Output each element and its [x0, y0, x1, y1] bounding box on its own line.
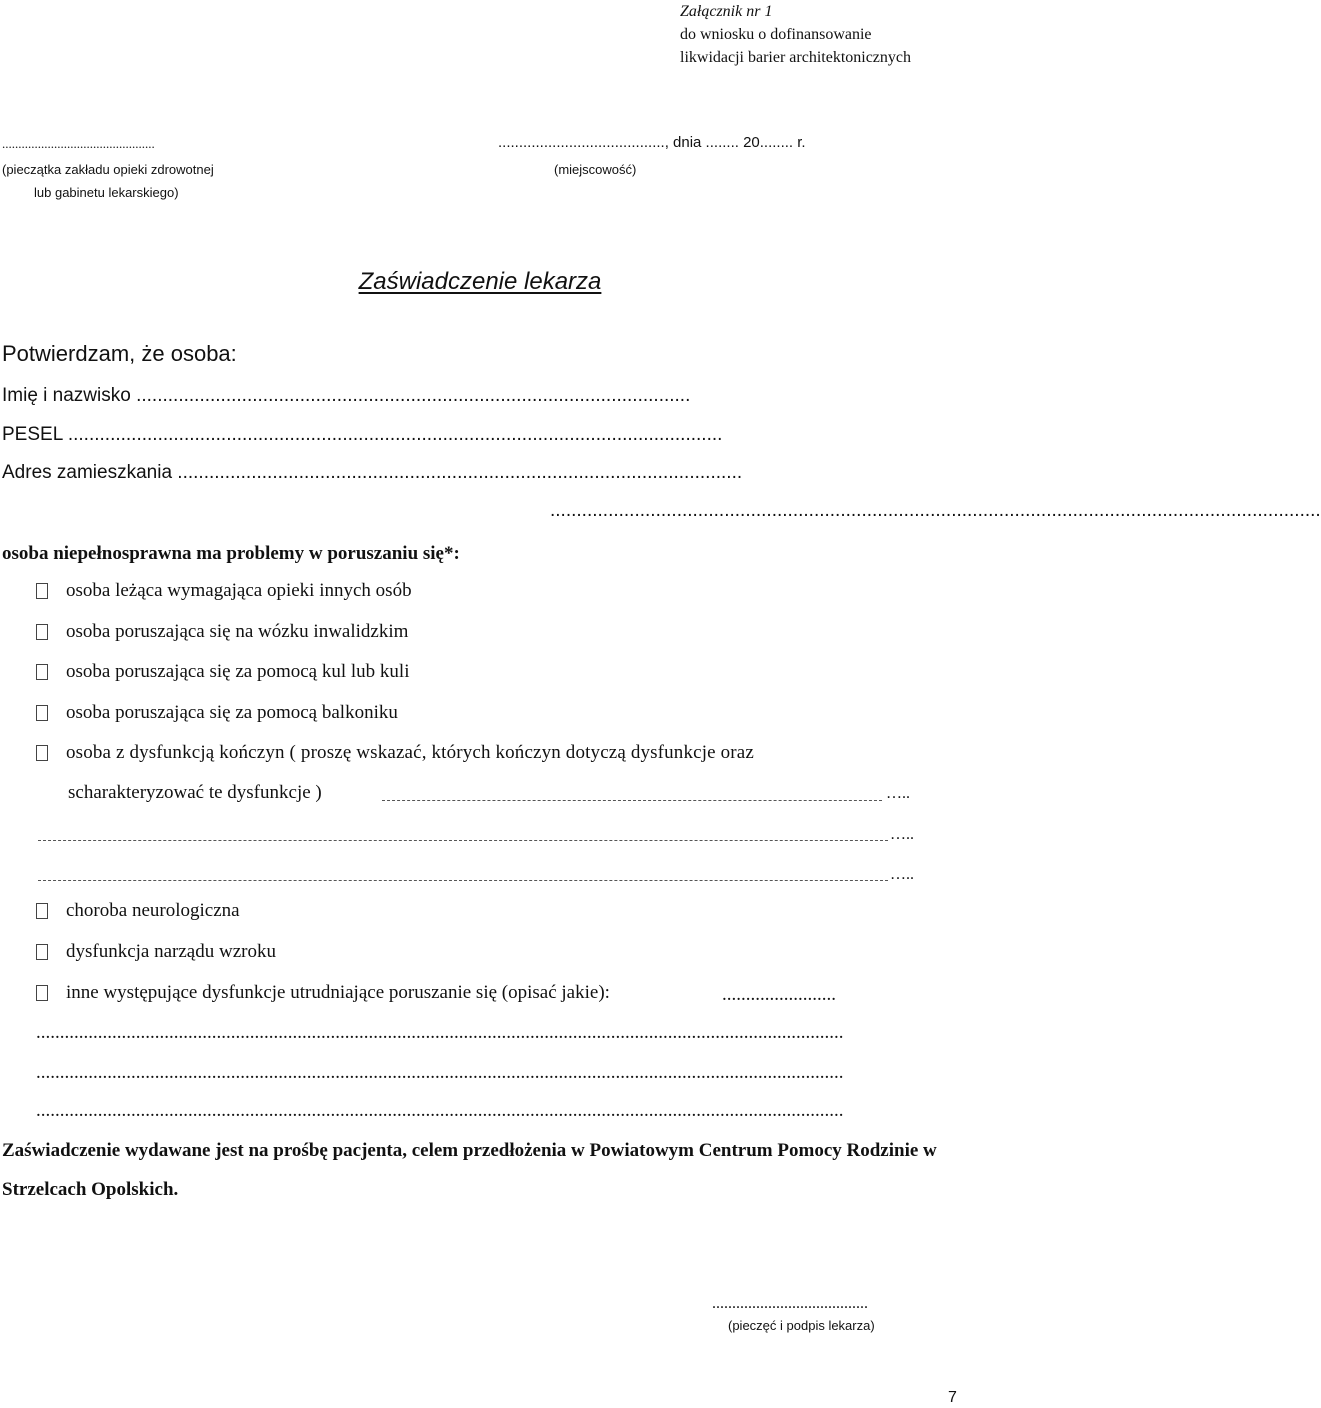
- option-label: osoba poruszająca się za pomocą kul lub kuli: [66, 661, 410, 682]
- annex-line-2: do wniosku o dofinansowanie: [680, 26, 872, 43]
- place-label: (miejscowość): [554, 162, 637, 177]
- option-crutches[interactable]: [36, 661, 409, 683]
- checkbox-icon[interactable]: [36, 985, 48, 1001]
- option-limb-continuation: scharakteryzować te dysfunkcje ): [68, 782, 322, 803]
- option-label: osoba poruszająca się na wózku inwalidzkim: [66, 621, 409, 642]
- document-title: Zaświadczenie lekarza: [358, 268, 602, 295]
- option-label: osoba poruszająca się za pomocą balkoniku: [66, 702, 398, 723]
- option-label: osoba z dysfunkcją kończyn ( proszę wskazać, których kończyn dotyczą dysfunkcje oraz: [66, 742, 754, 763]
- option-label: choroba neurologiczna: [66, 900, 240, 921]
- stamp-label-2: lub gabinetu lekarskiego): [34, 185, 179, 200]
- notice-text: Zaświadczenie wydawane jest na prośbę pacjenta, celem przedłożenia w Powiatowym Centrum Pomocy Rodzinie w Strzelcach Opolskich.: [2, 1140, 937, 1200]
- fill-line: [38, 880, 888, 881]
- signature-dots: .......................................: [712, 1295, 868, 1312]
- option-walker[interactable]: [36, 702, 398, 724]
- name-field: Imię i nazwisko .........................................................................................................: [2, 385, 691, 406]
- option-label: osoba leżąca wymagająca opieki innych osób: [66, 580, 412, 601]
- stamp-dots: ...............................................: [2, 136, 155, 151]
- option-neurological[interactable]: [36, 900, 240, 922]
- confirm-line: Potwierdzam, że osoba:: [2, 341, 237, 366]
- pesel-field: PESEL ............................................................................................................................: [2, 424, 723, 445]
- fill-line: [38, 840, 888, 841]
- stamp-label-1: (pieczątka zakładu opieki zdrowotnej: [2, 162, 214, 177]
- signature-label: (pieczęć i podpis lekarza): [728, 1318, 875, 1333]
- option-wheelchair[interactable]: [36, 621, 408, 643]
- fill-line-end: …..: [886, 785, 910, 802]
- fill-line-end: …..: [890, 866, 914, 883]
- checkbox-icon[interactable]: [36, 583, 48, 599]
- checkbox-icon[interactable]: [36, 705, 48, 721]
- dotted-line: ..........................................................................................................................................................................: [36, 1062, 844, 1083]
- option-bedridden[interactable]: [36, 580, 412, 602]
- address-field: Adres zamieszkania ...........................................................................................................: [2, 462, 743, 483]
- checkbox-icon[interactable]: [36, 745, 48, 761]
- annex-line-3: likwidacji barier architektonicznych: [680, 49, 912, 66]
- address-continuation: ..................................................................................................................................................: [550, 500, 1321, 521]
- annex-line-1: Załącznik nr 1: [680, 3, 773, 20]
- other-dots: ........................: [722, 984, 836, 1005]
- option-limb-dysfunction[interactable]: [36, 742, 960, 764]
- annex-header: [680, 0, 911, 69]
- dotted-line: ..........................................................................................................................................................................: [36, 1022, 844, 1043]
- checkbox-icon[interactable]: [36, 903, 48, 919]
- fill-line-end: …..: [890, 826, 914, 843]
- page-number: 7: [948, 1389, 957, 1406]
- checkbox-icon[interactable]: [36, 624, 48, 640]
- fill-line: [382, 800, 882, 801]
- option-other[interactable]: [36, 982, 610, 1004]
- checkbox-icon[interactable]: [36, 944, 48, 960]
- section-heading: osoba niepełnosprawna ma problemy w poruszaniu się*:: [2, 543, 460, 564]
- option-label: dysfunkcja narządu wzroku: [66, 941, 276, 962]
- dotted-line: ..........................................................................................................................................................................: [36, 1100, 844, 1121]
- place-date-line: ........................................, dnia ........ 20........ r.: [498, 134, 806, 151]
- option-vision[interactable]: [36, 941, 276, 963]
- option-label: inne występujące dysfunkcje utrudniające poruszanie się (opisać jakie):: [66, 982, 610, 1003]
- checkbox-icon[interactable]: [36, 664, 48, 680]
